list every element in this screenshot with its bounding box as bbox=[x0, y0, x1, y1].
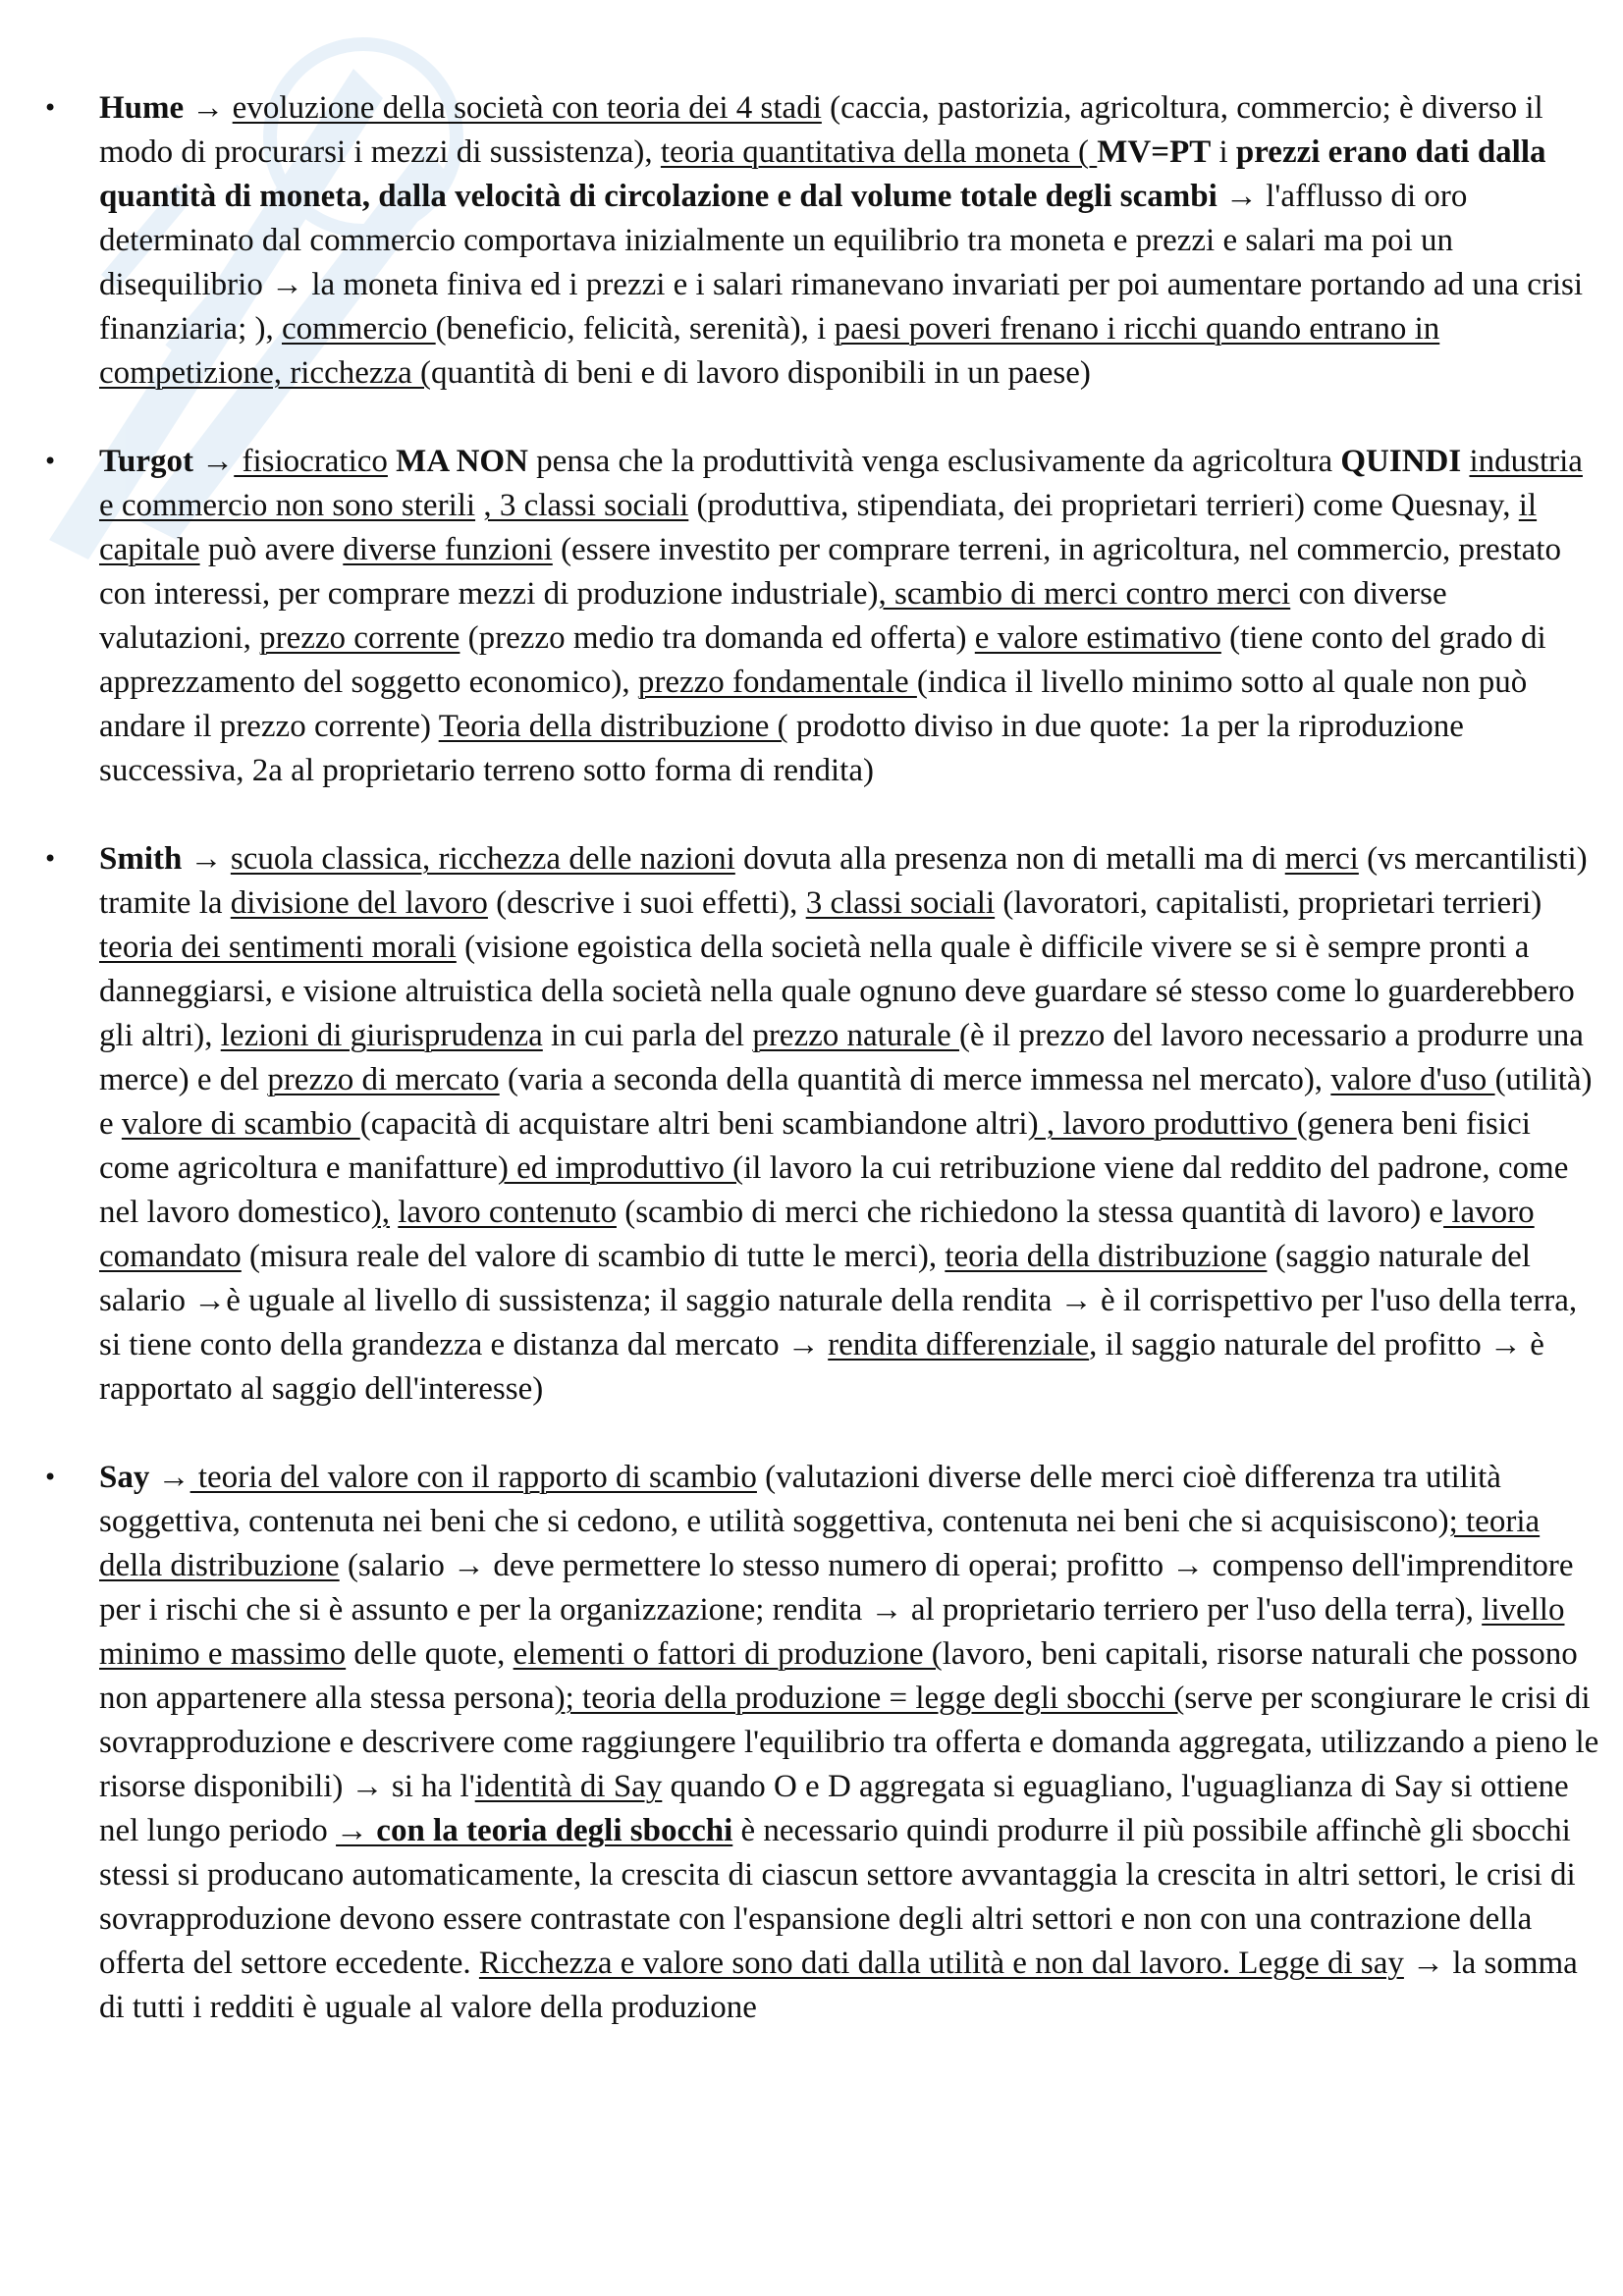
entry-text-run: ), bbox=[370, 1195, 391, 1230]
entry-text-run: Ricchezza e valore sono dati dalla utilità e non dal lavoro. Legge di say bbox=[478, 1946, 1404, 1981]
entry-text-run: rendita differenziale bbox=[828, 1327, 1090, 1362]
entry-text-run: valore d'uso bbox=[1330, 1062, 1495, 1097]
entry-text-run: prezzo fondamentale bbox=[637, 665, 917, 700]
entry-text-run: (varia a seconda della quantità di merce immessa nel mercato), bbox=[499, 1062, 1331, 1097]
entry-text-run: ) ed improduttivo ( bbox=[497, 1150, 744, 1186]
entry-text-run: dovuta alla presenza non di metalli ma di bbox=[734, 841, 1285, 877]
entry-text-run: (tiene conto del grado di apprezzamento del soggetto economico), bbox=[99, 620, 1546, 700]
entry-text-run: con diverse valutazioni, bbox=[99, 576, 1447, 656]
entry-text-run: (lavoratori, capitalisti, proprietari terrieri) bbox=[995, 885, 1542, 921]
entry-text-run: (utilità) e bbox=[99, 1062, 1593, 1142]
bullet-entry-hume bbox=[0, 86, 1623, 396]
entry-text-run: (indica il livello minimo sotto al quale non può andare il prezzo corrente) bbox=[99, 665, 1528, 744]
entry-text-run: (è il prezzo del lavoro necessario a produrre una merce) e del bbox=[99, 1018, 1584, 1097]
entry-text-run: MV=PT bbox=[1097, 134, 1212, 170]
entry-author-say: Say bbox=[99, 1460, 150, 1495]
entry-text-run: , scambio di merci contro merci bbox=[878, 576, 1291, 612]
entry-text-run: → con la teoria degli sbocchi bbox=[336, 1813, 733, 1848]
entry-text-run: (capacità di acquistare altri beni scambiandone altri bbox=[359, 1106, 1028, 1142]
entry-text-run: ); teoria della produzione = legge degli sbocchi ( bbox=[554, 1681, 1185, 1716]
entry-text-run: (misura reale del valore di scambio di tutte le merci), bbox=[241, 1239, 946, 1274]
entry-text-run: fisiocratico bbox=[234, 444, 388, 479]
bullet-icon: • bbox=[43, 94, 58, 122]
entry-text-run: → bbox=[182, 841, 231, 877]
entry-text-run: prezzo di mercato bbox=[267, 1062, 500, 1097]
entry-text-run: lezioni di giurisprudenza bbox=[220, 1018, 543, 1053]
entry-text-run: (saggio naturale del salario →è uguale al livello di sussistenza; il saggio naturale della rendita → è il corrispettivo per l'uso della terra, si tiene conto della grandezza e distanza dal mercato → bbox=[99, 1239, 1578, 1362]
entry-text-run: , 3 classi sociali bbox=[483, 488, 689, 523]
entry-text-run: (beneficio, felicità, serenità), i bbox=[435, 311, 835, 347]
entry-text-run: teoria della distribuzione bbox=[945, 1239, 1268, 1274]
entry-text-run: lavoro contenuto bbox=[398, 1195, 617, 1230]
entry-text-run: identità di Say bbox=[474, 1769, 663, 1804]
entry-text-run: valore di scambio bbox=[121, 1106, 360, 1142]
entry-text-run: il capitale bbox=[99, 488, 1538, 567]
entry-text-run: in cui parla del bbox=[542, 1018, 753, 1053]
entry-text-run: pensa che la produttività venga esclusivamente da agricoltura bbox=[527, 444, 1341, 479]
bullet-entry-turgot bbox=[0, 440, 1623, 793]
entry-text-run: (genera beni fisici come agricoltura e manifatture bbox=[99, 1106, 1531, 1186]
entry-text-run: (produttiva, stipendiata, dei proprietari terrieri) come Quesnay, bbox=[688, 488, 1519, 523]
entry-text-run: (caccia, pastorizia, agricoltura, commercio; è diverso il modo di procurarsi i mezzi di sussistenza), bbox=[99, 90, 1543, 170]
entry-text-run: 3 classi sociali bbox=[805, 885, 996, 921]
entry-text-run: divisione del lavoro bbox=[230, 885, 488, 921]
bullet-icon: • bbox=[43, 845, 58, 873]
entry-author-turgot: Turgot bbox=[99, 444, 193, 479]
bullet-icon: • bbox=[43, 448, 58, 475]
entry-text-run: Teoria della distribuzione ( bbox=[438, 709, 788, 744]
entry-text-run: i bbox=[1211, 134, 1236, 170]
entry-text-run: (descrive i suoi effetti), bbox=[487, 885, 806, 921]
bullet-entry-smith bbox=[0, 837, 1623, 1412]
entry-text-run: prezzo corrente bbox=[259, 620, 460, 656]
entry-text-run: → bbox=[192, 444, 235, 479]
bullet-entry-say bbox=[0, 1456, 1623, 2030]
entry-text-run: è necessario quindi produrre il più possibile affinchè gli sbocchi stessi si producano automaticamente, la crescita di ciascun settore avvantaggia la crescita in altri settori, le crisi di sovrapproduzione devono essere contrastate con l'espansione degli altri settori e non con una contrazione della offerta del settore eccedente. bbox=[99, 1813, 1576, 1981]
entry-text-run: prezzo naturale bbox=[752, 1018, 960, 1053]
entry-text-run: prodotto diviso in due quote: 1a per la riproduzione successiva, 2a al proprietario terreno sotto forma di rendita) bbox=[99, 709, 1464, 788]
entry-text-run: commercio bbox=[281, 311, 436, 347]
entry-text-run: , il saggio naturale del profitto → è rapportato al saggio dell'interesse) bbox=[99, 1327, 1544, 1407]
entry-text-run: merci bbox=[1284, 841, 1359, 877]
entry-text-run: → la somma di tutti i redditi è uguale al valore della produzione bbox=[99, 1946, 1578, 2025]
entry-text-run: lavoro comandato bbox=[99, 1195, 1535, 1274]
entry-text-run: (essere investito per comprare terreni, in agricoltura, nel commercio, prestato con interessi, per comprare mezzi di produzione industriale) bbox=[99, 532, 1561, 612]
entry-text-run: ) , lavoro produttivo bbox=[1027, 1106, 1297, 1142]
entry-text-run: → l'afflusso di oro determinato dal commercio comportava inizialmente un equilibrio tra moneta e prezzi e salari ma poi un disequilibrio → la moneta finiva ed i prezzi e i salari rimanevano invariati per poi aumentare portando ad una crisi finanziaria; ), bbox=[99, 179, 1584, 347]
entry-text-run: → bbox=[149, 1460, 190, 1495]
entry-text-run: (valutazioni diverse delle merci cioè differenza tra utilità soggettiva, contenuta nei beni che si cedono, e utilità soggettiva, contenuta nei beni che si acquisiscono) bbox=[99, 1460, 1501, 1539]
entry-text-run: ; teoria della distribuzione bbox=[99, 1504, 1541, 1583]
entry-text-run: MA NON bbox=[396, 444, 528, 479]
entry-text-run: teoria dei sentimenti morali bbox=[99, 930, 457, 965]
entry-text-run: quantità di beni e di lavoro disponibili in un paese) bbox=[431, 355, 1091, 391]
entry-text-run: paesi poveri frenano i ricchi quando entrano in competizione, ricchezza ( bbox=[99, 311, 1440, 391]
entry-text-run: livello minimo e massimo bbox=[99, 1592, 1565, 1672]
entry-text-run bbox=[388, 444, 396, 479]
entry-text-run: teoria del valore con il rapporto di scambio bbox=[189, 1460, 757, 1495]
entry-text-run: diverse funzioni bbox=[343, 532, 553, 567]
entry-author-hume: Hume bbox=[99, 90, 185, 126]
entry-text-run: può avere bbox=[199, 532, 344, 567]
entry-text-run: (vs mercantilisti) tramite la bbox=[99, 841, 1588, 921]
entry-text-run: teoria quantitativa della moneta ( bbox=[660, 134, 1098, 170]
entry-text-run: (prezzo medio tra domanda ed offerta) bbox=[460, 620, 975, 656]
entry-text-run: il lavoro la cui retribuzione viene dal reddito del padrone, come nel lavoro domestico bbox=[99, 1150, 1569, 1230]
entry-text-run: e valore estimativo bbox=[974, 620, 1221, 656]
entry-text-run: scuola classica, ricchezza delle nazioni bbox=[230, 841, 735, 877]
entry-author-smith: Smith bbox=[99, 841, 183, 877]
entry-text-run: (scambio di merci che richiedono la stessa quantità di lavoro) e bbox=[616, 1195, 1444, 1230]
entry-text-run: prezzi erano dati dalla quantità di moneta, dalla velocità di circolazione e dal volume totale degli scambi bbox=[99, 134, 1546, 214]
entry-text-run: lavoro, beni capitali, risorse naturali che possono non appartenere alla stessa persona bbox=[99, 1636, 1578, 1716]
bullet-icon: • bbox=[43, 1464, 58, 1491]
entry-text-run: serve per scongiurare le crisi di sovrapproduzione e descrivere come raggiungere l'equilibrio tra offerta e domanda aggregata, utilizzando a pieno le risorse disponibili) → si ha l' bbox=[99, 1681, 1599, 1804]
entry-text-run: elementi o fattori di produzione ( bbox=[513, 1636, 943, 1672]
entry-text-run: evoluzione della società con teoria dei 4 stadi bbox=[232, 90, 822, 126]
entry-text-run: (visione egoistica della società nella quale è difficile vivere se si è sempre pronti a danneggiarsi, e visione altruistica della società nella quale ognuno deve guardare sé stesso come lo guarderebbero gli altri), bbox=[99, 930, 1575, 1053]
entry-text-run: industria e commercio non sono sterili bbox=[99, 444, 1583, 523]
entry-text-run: QUINDI bbox=[1340, 444, 1462, 479]
entry-text-run: delle quote, bbox=[346, 1636, 514, 1672]
entry-text-run: → bbox=[184, 90, 233, 126]
entry-text-run: quando O e D aggregata si eguagliano, l'uguaglianza di Say si ottiene nel lungo periodo bbox=[99, 1769, 1569, 1848]
entry-text-run: (salario → deve permettere lo stesso numero di operai; profitto → compenso dell'imprenditore per i rischi che si è assunto e per la organizzazione; rendita → al proprietario terriero per l'uso della terra), bbox=[99, 1548, 1574, 1628]
